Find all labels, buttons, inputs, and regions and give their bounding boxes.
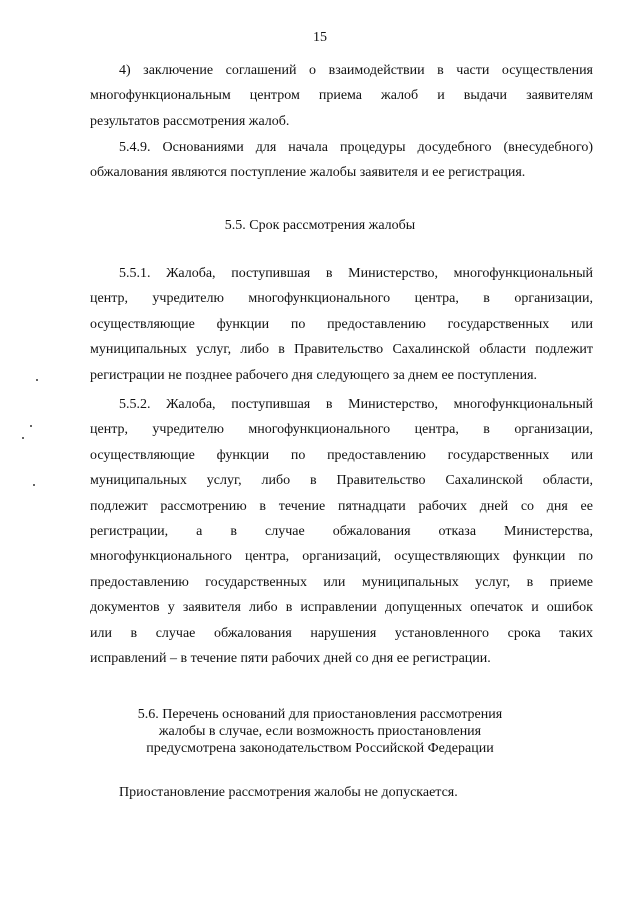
paragraph-5-5-1	[90, 261, 593, 388]
text-line: 5.5.1. Жалоба, поступившая в Министерство, многофункциональный	[119, 266, 593, 281]
section-heading-5-5: 5.5. Срок рассмотрения жалобы	[224, 218, 416, 233]
text-line: 4) заключение соглашений о взаимодействии в части осуществления	[119, 63, 593, 78]
heading-line: жалобы в случае, если возможность приостановления	[158, 724, 482, 739]
text-line: многофункционального центра, организаций, осуществляющих функции по	[90, 549, 593, 565]
text-line: муниципальных услуг, либо в Правительство Сахалинской области подлежит	[90, 342, 593, 358]
text-line: многофункциональным центром приема жалоб и выдачи заявителям	[90, 88, 593, 104]
scan-speck	[36, 379, 38, 381]
text-line: 5.5.2. Жалоба, поступившая в Министерство, многофункциональный	[119, 397, 593, 412]
text-line: результатов рассмотрения жалоб.	[90, 113, 290, 129]
text-line: или в случае обжалования нарушения установленного срока таких	[90, 625, 593, 641]
text-line: муниципальных услуг, либо в Правительство Сахалинской области,	[90, 473, 593, 489]
paragraph-5-4-9	[90, 135, 593, 186]
paragraph-5-5-2	[90, 392, 593, 671]
text-line: предоставлению государственных или муниципальных услуг, в приеме	[90, 574, 593, 590]
text-line: центр, учредителю многофункционального центра, в организации,	[90, 291, 593, 307]
text-line: исправлений – в течение пяти рабочих дней со дня ее регистрации.	[90, 650, 491, 666]
section-heading-5-6	[0, 706, 640, 757]
heading-line: предусмотрена законодательством Российской Федерации	[146, 741, 494, 756]
text-line: регистрации не позднее рабочего дня следующего за днем ее поступления.	[90, 367, 538, 383]
text-line: обжалования являются поступление жалобы заявителя и ее регистрация.	[90, 165, 526, 181]
scan-speck	[30, 425, 32, 427]
text-line: 5.4.9. Основаниями для начала процедуры досудебного (внесудебного)	[119, 140, 593, 155]
text-line: подлежит рассмотрению в течение пятнадцати рабочих дней со дня ее	[90, 498, 593, 514]
text-line: регистрации, а в случае обжалования отказа Министерства,	[90, 523, 593, 539]
text-line: центр, учредителю многофункционального центра, в организации,	[90, 422, 593, 438]
heading-line: 5.6. Перечень оснований для приостановления рассмотрения	[137, 707, 503, 722]
text-line: осуществляющие функции по предоставлению государственных или	[90, 316, 593, 332]
paragraph-item-4	[90, 58, 593, 134]
text-line: Приостановление рассмотрения жалобы не допускается.	[119, 785, 458, 800]
page-number: 15	[313, 30, 327, 45]
text-line: осуществляющие функции по предоставлению государственных или	[90, 447, 593, 463]
paragraph-5-6	[90, 780, 593, 805]
scan-speck	[22, 437, 24, 439]
text-line: документов у заявителя либо в исправлении допущенных опечаток и ошибок	[90, 600, 593, 616]
scan-speck	[33, 484, 35, 486]
